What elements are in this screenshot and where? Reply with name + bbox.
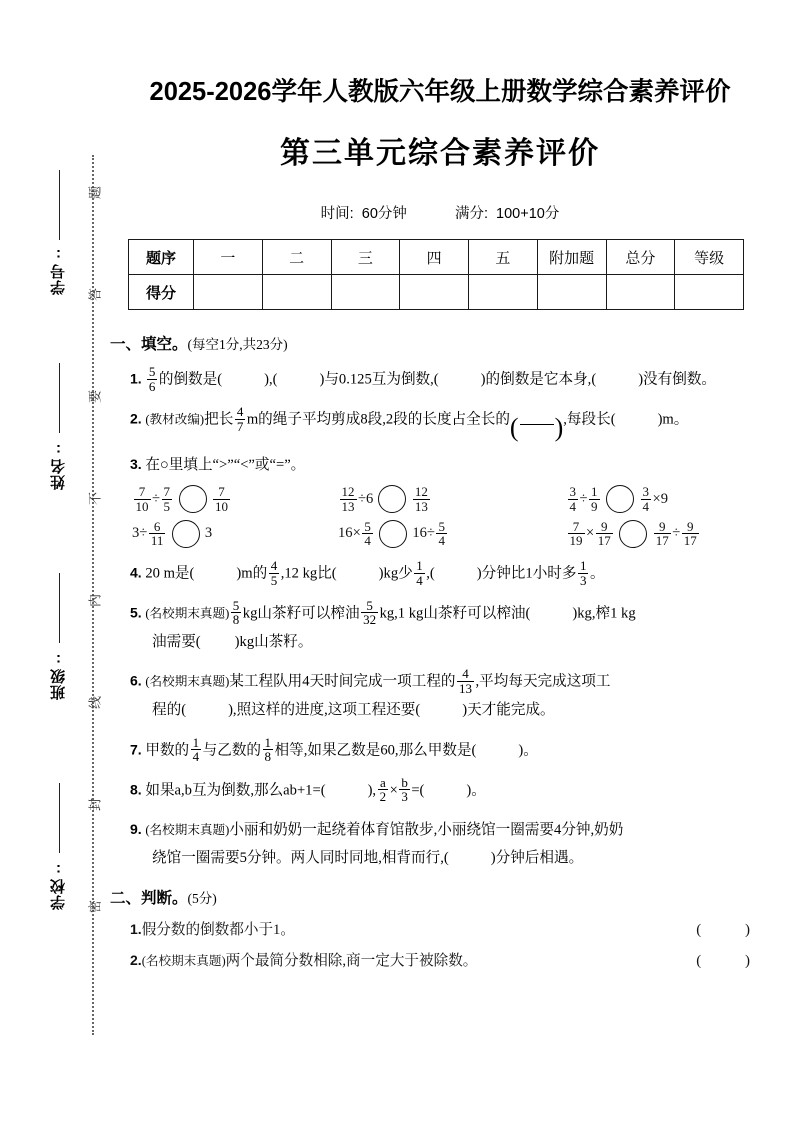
total-score-label: 满分: [454,206,488,222]
q6-text-2: ,平均每天完成这项工 [475,673,611,690]
q6-line-2 [152,696,770,724]
q5-text-5: )kg山茶籽。 [234,633,313,650]
exam-paper-body [110,0,770,1122]
q7-text-2: 与乙数的 [202,742,262,759]
q5-text-3: )kg,榨1 kg [572,605,636,622]
q8-text-1: 如果a,b互为倒数,那么ab+1=( [145,782,326,799]
fraction-1-4: $\frac{1}{4}$ [416,557,423,588]
q8-text-5: )。 [466,782,486,799]
q1-text-1: 的倒数是( [158,371,223,388]
score-col-1: 一 [194,240,263,275]
fraction-7-19: $\frac{7}{19}$ [569,518,583,549]
section-heading-fill-in [110,332,770,354]
q9-line-2 [152,844,770,872]
score-col-grade: 等级 [675,240,744,275]
fraction-6-11: $\frac{6}{11}$ [150,518,164,549]
q9-text-3: )分钟后相遇。 [490,849,584,866]
q6-text-3: 程的( [152,702,187,719]
op-times-9: ×9 [652,490,669,507]
compare-circle[interactable] [379,520,407,548]
fraction-1-4-b: $\frac{1}{4}$ [192,734,200,765]
seal-rule-1 [59,170,60,240]
fraction-4-5: $\frac{4}{5}$ [270,557,278,588]
seal-margin [0,0,110,1122]
seal-char-7: 封 [87,798,103,812]
page-title: 2025-2026学年人教版六年级上册数学综合素养评价 [149,78,731,106]
fraction-1-9: $\frac{1}{9}$ [591,484,598,514]
judge-2-body [130,949,477,970]
q1-text-2: ),( [264,371,278,388]
score-table [128,239,744,310]
fraction-b-3: $\frac{b}{3}$ [401,774,408,805]
table-row-scores [129,275,744,310]
op-3-divide: 3÷ [132,525,148,542]
q4-text-5: ,( [426,565,435,582]
question-number: 7. [130,741,142,758]
score-table-row-label-order: 题序 [129,240,194,275]
compare-circle[interactable] [172,520,200,548]
question-fill-4 [130,559,770,588]
time-label: 时间: [320,206,354,222]
seal-label-school: 学校: [50,860,67,910]
question-fill-1 [130,365,770,394]
question-fill-6 [130,667,770,724]
seal-char-6: 线 [87,696,103,710]
q2-text-3: ,每段长( [563,411,616,428]
q2-source-tag: (教材改编) [145,412,205,427]
judge-2-text: 两个最简分数相除,商一定大于被除数。 [225,953,478,970]
fraction-7-10: $\frac{7}{10}$ [135,484,149,514]
q2-text-2: m的绳子平均剪成8段,2段的长度占全长的 [246,411,510,428]
q5-line-2 [152,628,770,656]
section-points-2: (5分) [187,891,217,907]
section-name-2: 判断。 [141,890,188,908]
question-number: 9. [130,820,142,837]
question-number: 1. [130,370,142,387]
seal-rule-2 [59,363,60,433]
fraction-5-8: $\frac{5}{8}$ [232,597,240,628]
seal-char-1: 题 [87,186,103,200]
score-cell-1[interactable] [194,275,263,310]
q9-source-tag: (名校期末真题) [145,822,230,837]
q1-text-3: )与0.125互为倒数,( [319,371,439,388]
q2-text-4: )m。 [657,411,689,428]
q4-text-3: ,12 kg比( [280,565,337,582]
q5-text-2: kg,1 kg山茶籽可以榨油( [379,605,531,622]
q4-text-4: )kg少 [378,565,413,582]
fraction-5-32: $\frac{5}{32}$ [363,597,377,628]
q4-text-7: 。 [589,565,605,582]
q3-prompt: 在○里填上“>”“<”或“=”。 [145,456,306,473]
seal-rule-3 [59,573,60,643]
score-col-2: 二 [262,240,331,275]
question-fill-3 [130,451,770,479]
comparison-item-1 [132,485,318,513]
fraction-5-4: $\frac{5}{4}$ [364,518,371,549]
section-heading-judge [110,886,770,908]
score-col-3: 三 [331,240,400,275]
fraction-12-13-b: $\frac{12}{13}$ [414,484,428,514]
question-number: 1. [130,921,142,938]
op-16-times: 16× [338,525,361,542]
q8-text-3: × [389,782,398,799]
section-index-1: 一、 [110,336,142,353]
score-table-row-label-score: 得分 [129,275,194,310]
score-cell-total[interactable] [606,275,675,310]
q1-text-4: )的倒数是它本身,( [480,371,597,388]
fraction-a-2: $\frac{a}{2}$ [379,774,387,805]
q7-text-4: )。 [518,742,538,759]
q2-big-paren-blank[interactable]: ( ) [509,413,564,443]
op-divide-6: ÷6 [358,490,374,507]
seal-label-student-id: 学号: [50,245,67,295]
q1-text-5: )没有倒数。 [638,371,717,388]
fraction-5-6: $\frac{5}{6}$ [148,364,156,394]
q9-text-2: 绕馆一圈需要5分钟。两人同时同地,相背而行,( [152,849,449,866]
fraction-5-4-b: $\frac{5}{4}$ [438,518,445,549]
op-divide: ÷ [152,490,161,507]
fraction-1-8: $\frac{1}{8}$ [264,734,272,765]
op-divide: ÷ [579,490,588,507]
question-fill-2 [130,403,770,443]
fraction-1-3: $\frac{1}{3}$ [579,557,587,588]
q6-text-4: ),照这样的进度,这项工程还要( [228,702,421,719]
total-score-value: 100+10分 [496,206,560,222]
question-fill-9 [130,816,770,873]
fraction-3-4: $\frac{3}{4}$ [569,484,576,514]
question-number: 4. [130,564,142,581]
judge-2-source-tag: (名校期末真题) [141,954,226,969]
judge-1-body [130,918,295,939]
q5-source-tag: (名校期末真题) [145,606,230,621]
question-number: 2. [130,952,142,969]
q4-text-2: )m的 [236,565,268,582]
score-col-total: 总分 [606,240,675,275]
seal-rule-4 [59,783,60,853]
score-cell-4[interactable] [400,275,469,310]
fraction-3-4-b: $\frac{3}{4}$ [642,484,650,514]
table-row-header [129,240,744,275]
op-16-divide: 16÷ [412,525,435,542]
seal-char-3: 要 [87,390,103,404]
comparison-grid [132,485,752,548]
comparison-row-1 [132,485,752,513]
operand-3: 3 [204,525,213,542]
seal-label-class: 班级: [50,650,67,700]
judge-1-text: 假分数的倒数都小于1。 [141,922,295,939]
q7-text-1: 甲数的 [145,742,190,759]
q6-source-tag: (名校期末真题) [145,674,230,689]
q6-text-5: )天才能完成。 [462,702,555,719]
page-subtitle: 第三单元综合素养评价 [280,137,600,170]
q4-text-6: )分钟比1小时多 [476,565,577,582]
question-number: 6. [130,672,142,689]
section-points-1: (每空1分,共23分) [187,337,288,352]
fraction-4-7: $\frac{4}{7}$ [236,403,244,434]
question-number: 5. [130,604,142,621]
question-judge-1 [130,918,770,939]
q5-text-1: kg山茶籽可以榨油 [242,605,360,622]
q9-text-1: 小丽和奶奶一起绕着体育馆散步,小丽绕馆一圈需要4分钟,奶奶 [229,821,624,838]
compare-circle[interactable] [378,485,406,513]
q7-text-3: 相等,如果乙数是60,那么甲数是( [274,742,477,759]
judge-1-answer-box[interactable]: ( ) [696,922,770,939]
question-number: 2. [130,410,142,427]
question-judge-2 [130,949,770,970]
seal-char-8: 密 [87,900,103,914]
fraction-7-10-b: $\frac{7}{10}$ [215,484,229,514]
op-times: × [586,525,595,542]
time-value: 60分钟 [361,206,407,222]
score-cell-2[interactable] [262,275,331,310]
q4-text-1: 20 m是( [145,565,195,582]
q5-text-4: 油需要( [152,633,201,650]
q8-text-4: =( [411,782,425,799]
fraction-7-5: $\frac{7}{5}$ [163,484,171,514]
question-fill-5 [130,599,770,656]
question-number: 3. [130,455,142,472]
fraction-9-17: $\frac{9}{17}$ [597,518,611,549]
fraction-4-13: $\frac{4}{13}$ [459,666,473,696]
question-number: 8. [130,781,142,798]
section-name-1: 填空。 [141,336,188,353]
score-col-bonus: 附加题 [537,240,606,275]
comparison-item-4 [132,520,318,548]
fraction-9-17-c: $\frac{9}{17}$ [683,518,697,549]
comparison-item-2 [318,485,524,513]
compare-circle[interactable] [179,485,207,513]
fraction-12-13: $\frac{12}{13}$ [341,484,355,514]
seal-label-name: 姓名: [50,440,67,490]
compare-circle[interactable] [619,520,647,548]
score-cell-5[interactable] [469,275,538,310]
comparison-item-3 [524,485,752,513]
comparison-item-5 [318,520,524,548]
score-table-wrapper [128,239,744,310]
score-cell-grade[interactable] [675,275,744,310]
question-fill-8 [130,776,770,805]
judge-2-answer-box[interactable]: ( ) [696,953,770,970]
seal-char-4: 不 [87,492,103,506]
score-cell-3[interactable] [331,275,400,310]
seal-char-2: 答 [87,288,103,302]
comparison-row-2 [132,520,752,548]
seal-char-5: 内 [87,594,103,608]
question-fill-7 [130,736,770,765]
q8-text-2: ), [367,782,377,799]
score-col-4: 四 [400,240,469,275]
score-col-5: 五 [469,240,538,275]
op-divide: ÷ [672,525,681,542]
fraction-9-17-b: $\frac{9}{17}$ [655,518,669,549]
q6-text-1: 某工程队用4天时间完成一项工程的 [229,673,456,690]
q2-text-1: 把长 [204,411,234,428]
compare-circle[interactable] [606,485,634,513]
section-index-2: 二、 [110,890,142,908]
comparison-item-6 [524,520,752,548]
score-cell-bonus[interactable] [537,275,606,310]
exam-meta [110,202,770,223]
